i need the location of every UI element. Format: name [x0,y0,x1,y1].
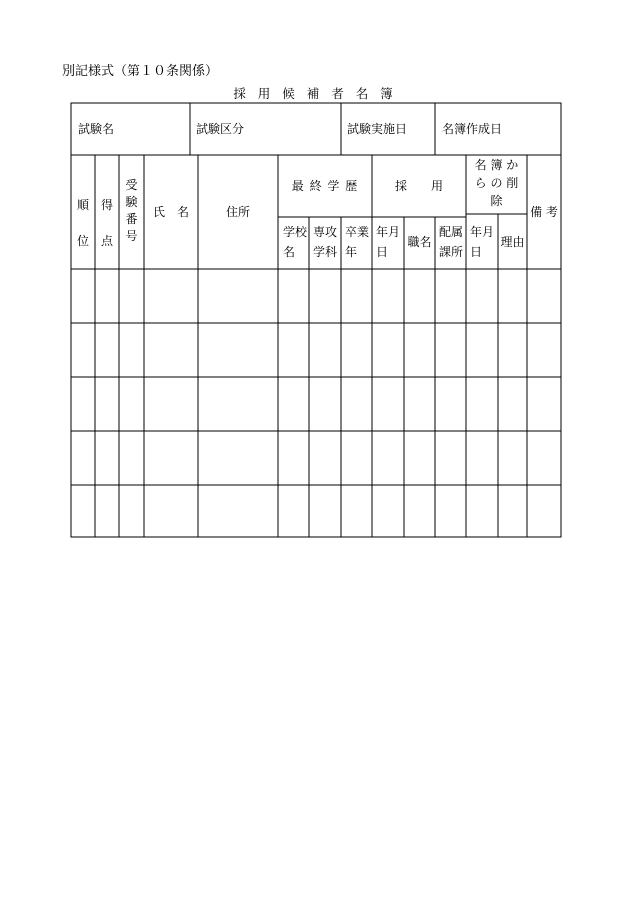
department-header: 配属 課所 [439,225,464,259]
form-label: 別記様式（第１０条関係） [62,64,219,79]
document-title: 採 用 候 補 者 名 簿 [233,86,397,101]
graduation-header: 卒業 年 [345,225,370,259]
school-header: 学校 名 [283,225,308,259]
major-header: 専攻 学科 [313,225,338,259]
exam-name-label: 試験名 [78,122,115,136]
exam-number-header: 受 験 番 号 [125,178,138,243]
hire-date-header: 年月 日 [376,225,401,259]
position-header: 職名 [407,235,432,249]
education-header: 最 終 学 歴 [291,179,359,193]
name-header: 氏 名 [152,205,189,219]
rank-header: 順 位 [76,198,89,248]
address-header: 住所 [225,205,250,219]
score-header: 得 点 [100,198,113,248]
removal-header: 名 簿 か ら の 削 除 [474,158,519,208]
exam-date-label: 試験実施日 [347,122,408,136]
removal-date-header: 年月 日 [470,225,495,259]
hiring-header: 採 用 [394,179,443,193]
reason-header: 理由 [500,235,525,249]
exam-category-label: 試験区分 [196,122,245,136]
remarks-header: 備 考 [530,205,558,219]
list-created-label: 名簿作成日 [442,122,503,136]
